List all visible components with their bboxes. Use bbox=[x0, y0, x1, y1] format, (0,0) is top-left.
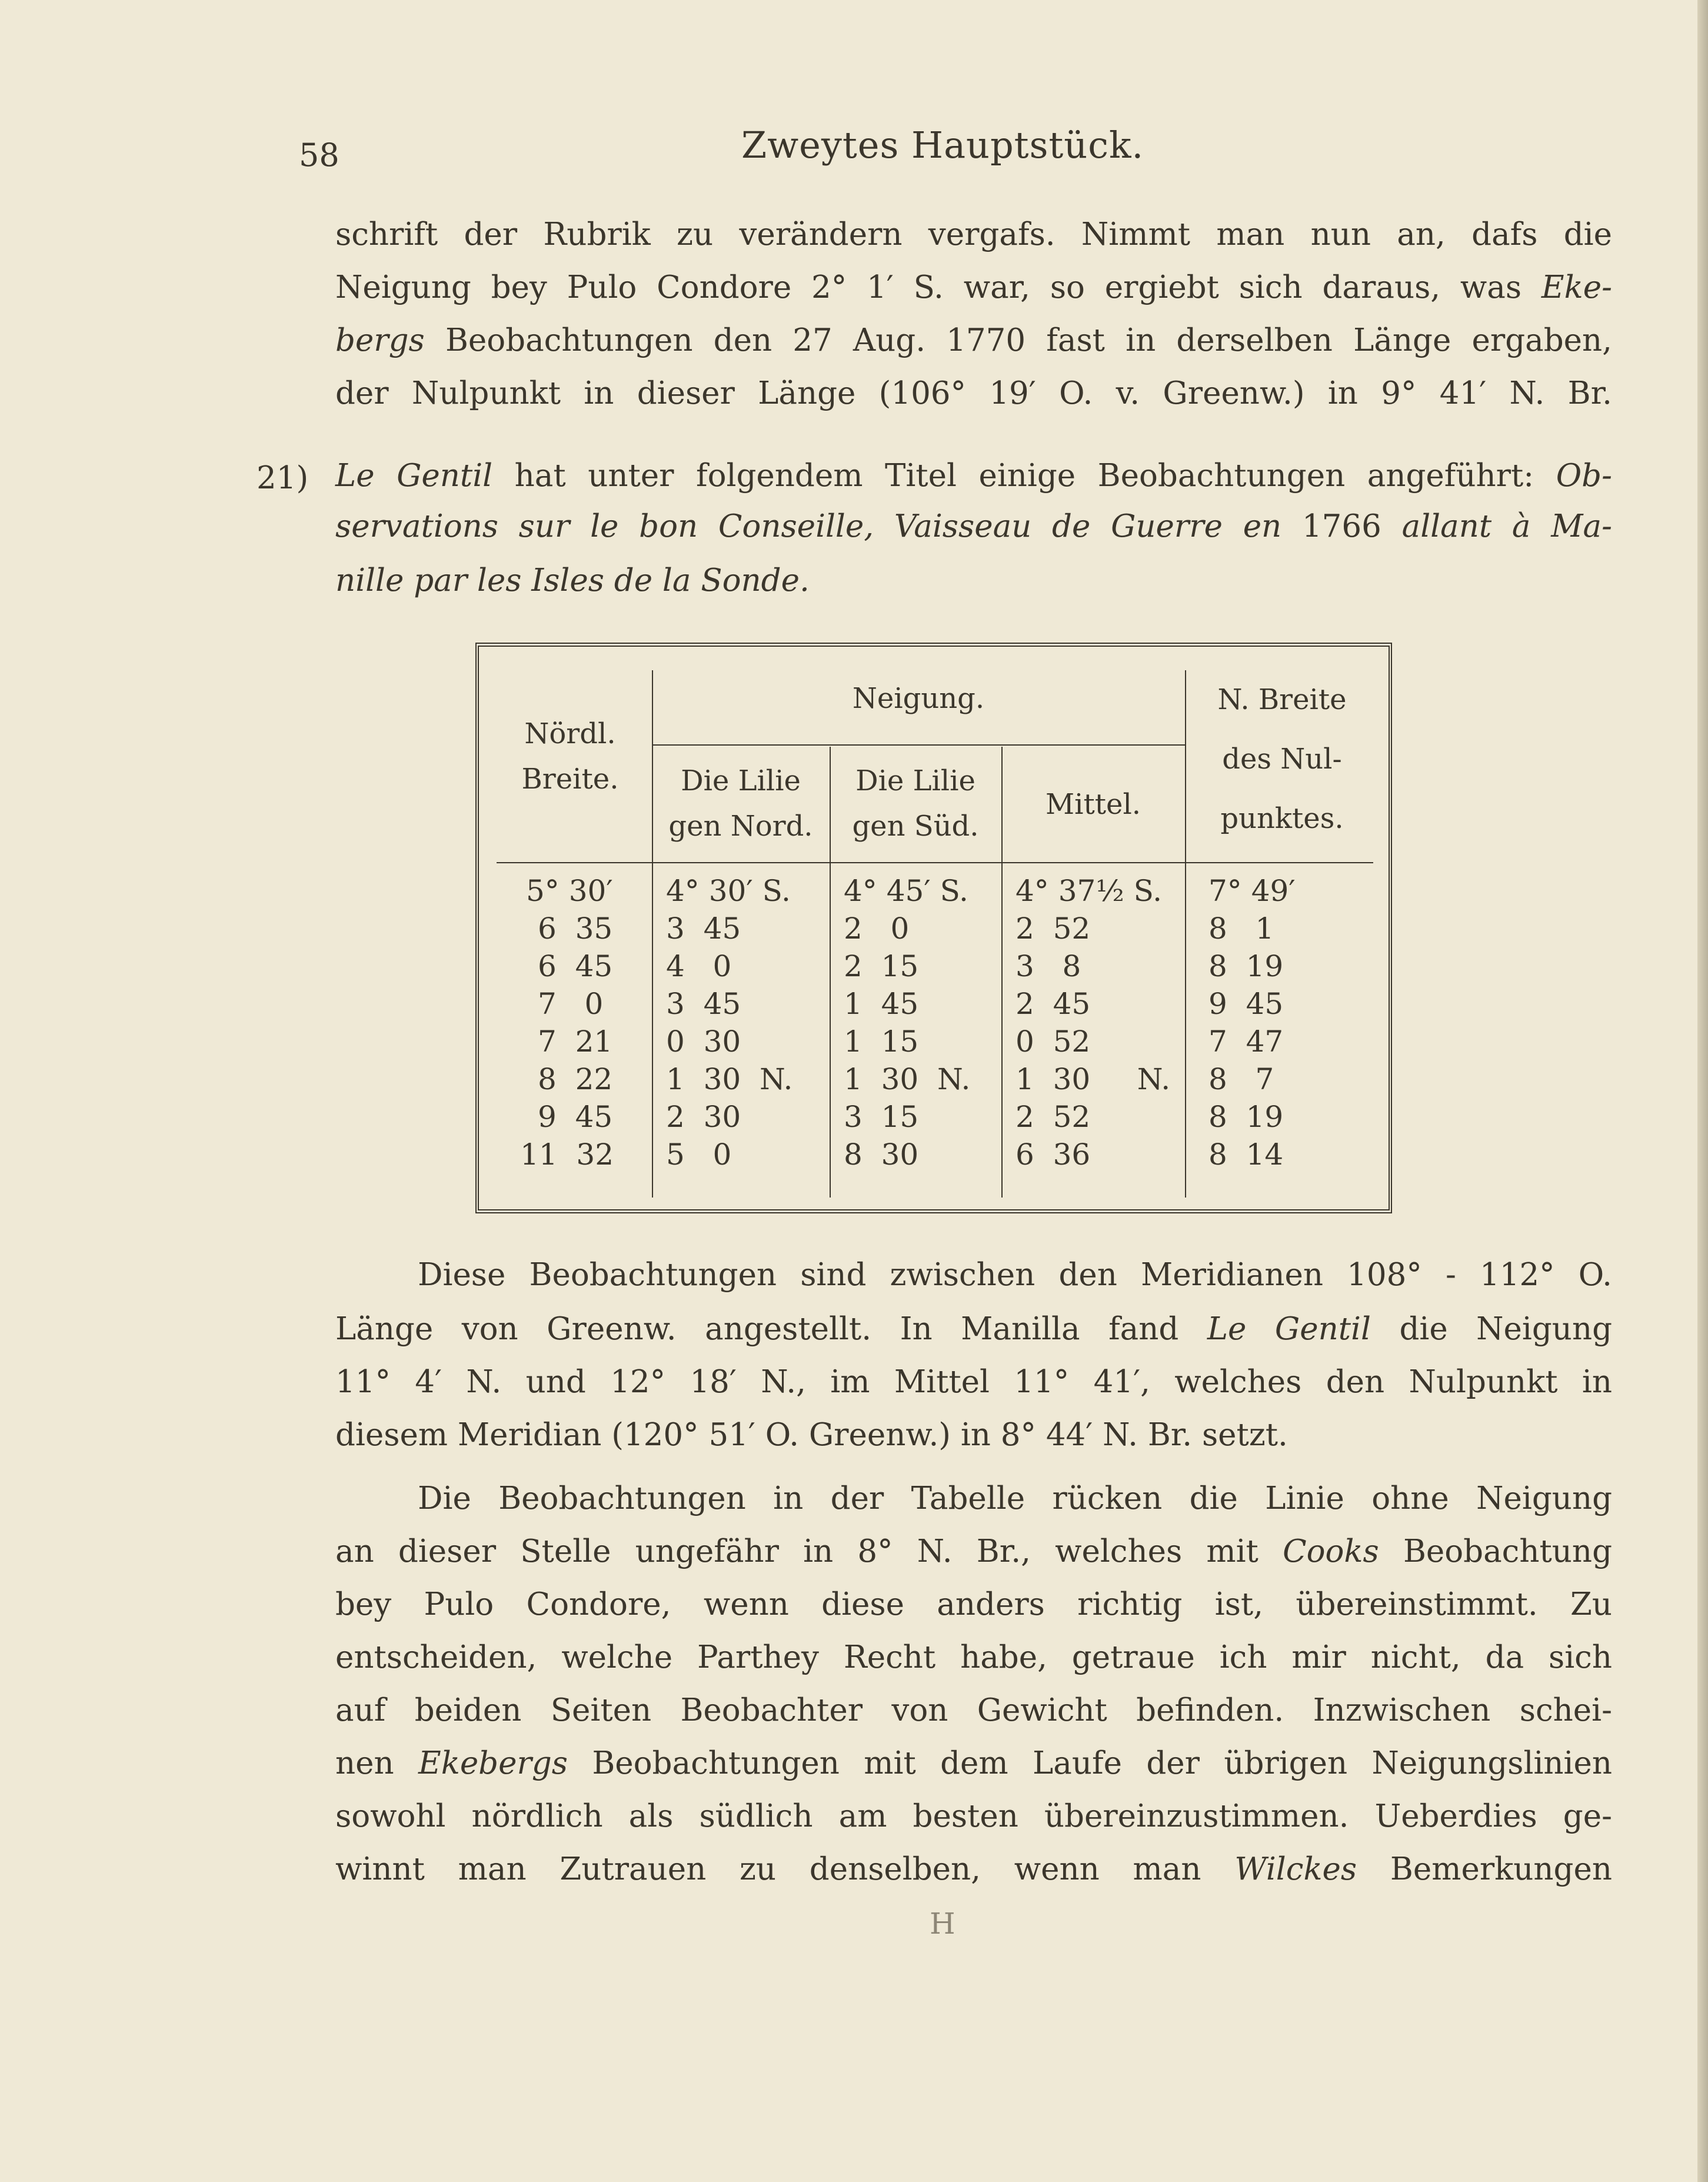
header-lilie-sued: Die Lilie gen Süd. bbox=[852, 764, 979, 843]
cell-breite: 5° 30′ bbox=[526, 874, 613, 908]
cell-mittel: 4° 37½ S. bbox=[1016, 874, 1163, 908]
item-line-1: Le Gentil hat unter folgendem Titel einige Beobachtungen angeführt: Ob- bbox=[335, 458, 1612, 494]
intro-line-3: bergs Beobachtungen den 27 Aug. 1770 fast in derselben Länge ergaben, bbox=[335, 322, 1612, 358]
para2-line-4: entscheiden, welche Parthey Recht habe, getraue ich mir nicht, da sich bbox=[335, 1639, 1612, 1675]
running-title: Zweytes Hauptstück. bbox=[741, 124, 1144, 167]
page-number: 58 bbox=[299, 137, 339, 174]
header-mittel: Mittel. bbox=[1045, 788, 1141, 821]
para2-line-2: an dieser Stelle ungefähr in 8° N. Br., welches mit Cooks Beobachtung bbox=[335, 1534, 1612, 1569]
item-line-3: nille par les Isles de la Sonde. bbox=[335, 563, 810, 598]
para2-line-6: nen Ekebergs Beobachtungen mit dem Laufe der übrigen Neigungslinien bbox=[335, 1745, 1612, 1781]
header-nulpunkt: N. Breite des Nul- punktes. bbox=[1217, 683, 1347, 835]
cell-nulpunkt: 9 45 bbox=[1208, 987, 1284, 1021]
cell-mittel: 2 52 bbox=[1016, 1100, 1091, 1134]
intro-line-2: Neigung bey Pulo Condore 2° 1′ S. war, so ergiebt sich daraus, was Eke- bbox=[335, 270, 1612, 305]
cell-sued: 1 30 N. bbox=[844, 1062, 971, 1096]
intro-italic-ekebergs-start: Eke- bbox=[1541, 270, 1612, 305]
intro-italic-ekebergs-end: bergs bbox=[335, 322, 425, 358]
para1-line-3: 11° 4′ N. und 12° 18′ N., im Mittel 11° 41′, welches den Nulpunkt in bbox=[335, 1364, 1612, 1400]
cell-breite: 7 0 bbox=[538, 987, 604, 1021]
cell-mittel: 1 30 N. bbox=[1016, 1062, 1171, 1096]
cell-nulpunkt: 8 7 bbox=[1208, 1062, 1274, 1096]
cell-nord: 3 45 bbox=[666, 987, 741, 1021]
para1-line-1: Diese Beobachtungen sind zwischen den Meridianen 108° - 112° O. bbox=[418, 1257, 1612, 1293]
cell-mittel: 0 52 bbox=[1016, 1025, 1091, 1059]
cell-nulpunkt: 8 19 bbox=[1208, 1100, 1284, 1134]
cell-breite: 6 35 bbox=[538, 912, 613, 946]
para2-line-5: auf beiden Seiten Beobachter von Gewicht befinden. Inzwischen schei- bbox=[335, 1692, 1612, 1728]
cell-nord: 4° 30′ S. bbox=[666, 874, 791, 908]
col-separator bbox=[652, 670, 653, 1198]
cell-sued: 4° 45′ S. bbox=[844, 874, 968, 908]
cell-sued: 2 15 bbox=[844, 949, 919, 983]
header-breite: Nördl. Breite. bbox=[521, 717, 619, 796]
intro-line-1: schrift der Rubrik zu verändern vergafs. Nimmt man nun an, dafs die bbox=[335, 217, 1612, 252]
observation-table bbox=[475, 643, 1392, 1213]
cell-nulpunkt: 7 47 bbox=[1208, 1025, 1284, 1059]
para1-line-2: Länge von Greenw. angestellt. In Manilla fand Le Gentil die Neigung bbox=[335, 1311, 1613, 1347]
cell-breite: 9 45 bbox=[538, 1100, 613, 1134]
cell-sued: 1 45 bbox=[844, 987, 919, 1021]
cell-sued: 3 15 bbox=[844, 1100, 919, 1134]
signature-mark: H bbox=[930, 1907, 955, 1941]
cell-sued: 8 30 bbox=[844, 1137, 919, 1172]
header-neigung: Neigung. bbox=[852, 682, 985, 715]
para2-line-1: Die Beobachtungen in der Tabelle rücken die Linie ohne Neigung bbox=[418, 1481, 1612, 1516]
cell-breite: 11 32 bbox=[520, 1137, 614, 1172]
cell-nord: 0 30 bbox=[666, 1025, 741, 1059]
para1-line-4: diesem Meridian (120° 51′ O. Greenw.) in 8° 44′ N. Br. setzt. bbox=[335, 1417, 1288, 1453]
cell-sued: 1 15 bbox=[844, 1025, 919, 1059]
cell-nord: 2 30 bbox=[666, 1100, 741, 1134]
header-lilie-nord: Die Lilie gen Nord. bbox=[668, 764, 813, 843]
cell-nulpunkt: 8 19 bbox=[1208, 949, 1284, 983]
cell-breite: 7 21 bbox=[538, 1025, 613, 1059]
cell-nord: 4 0 bbox=[666, 949, 732, 983]
item-line-2: servations sur le bon Conseille, Vaisseau de Guerre en 1766 allant à Ma- bbox=[335, 508, 1612, 544]
header-underline bbox=[497, 862, 1373, 863]
cell-nord: 3 45 bbox=[666, 912, 741, 946]
cell-nulpunkt: 8 1 bbox=[1208, 912, 1274, 946]
intro-line-4: der Nulpunkt in dieser Länge (106° 19′ O. v. Greenw.) in 9° 41′ N. Br. bbox=[335, 375, 1612, 411]
para2-line-7: sowohl nördlich als südlich am besten übereinzustimmen. Ueberdies ge- bbox=[335, 1798, 1612, 1834]
cell-nulpunkt: 8 14 bbox=[1208, 1137, 1284, 1172]
cell-breite: 8 22 bbox=[538, 1062, 613, 1096]
cell-nord: 5 0 bbox=[666, 1137, 732, 1172]
cell-nulpunkt: 7° 49′ bbox=[1208, 874, 1296, 908]
cell-breite: 6 45 bbox=[538, 949, 613, 983]
cell-mittel: 2 52 bbox=[1016, 912, 1091, 946]
item-number: 21) bbox=[257, 460, 309, 496]
cell-nord: 1 30 N. bbox=[666, 1062, 793, 1096]
para2-line-8: winnt man Zutrauen zu denselben, wenn man Wilckes Bemerkungen bbox=[335, 1851, 1612, 1887]
cell-mittel: 2 45 bbox=[1016, 987, 1091, 1021]
neigung-underline bbox=[652, 744, 1185, 746]
cell-mittel: 3 8 bbox=[1016, 949, 1081, 983]
cell-sued: 2 0 bbox=[844, 912, 910, 946]
cell-mittel: 6 36 bbox=[1016, 1137, 1091, 1172]
page-edge bbox=[1697, 0, 1708, 2182]
para2-line-3: bey Pulo Condore, wenn diese anders richtig ist, übereinstimmt. Zu bbox=[335, 1586, 1612, 1622]
